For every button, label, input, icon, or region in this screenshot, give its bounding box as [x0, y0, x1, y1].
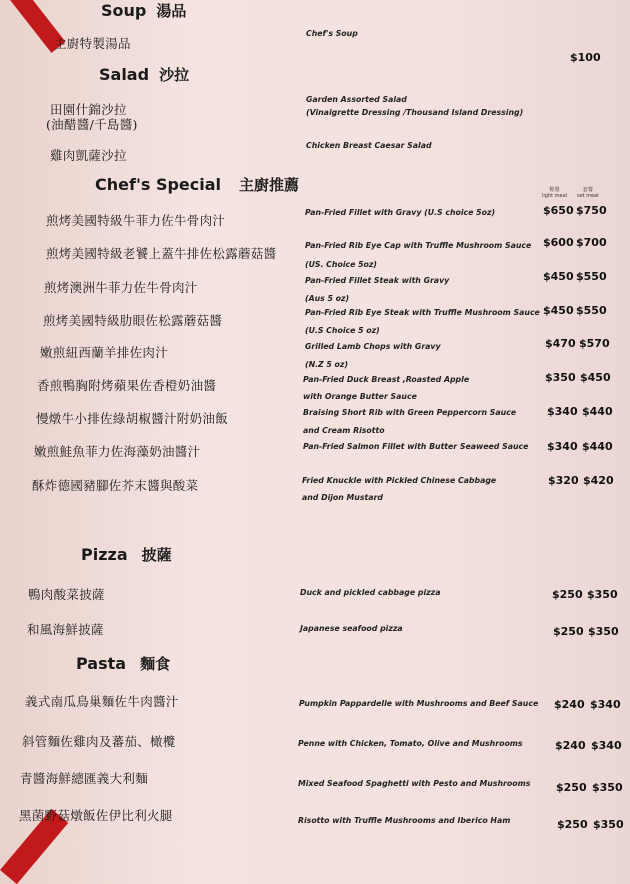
price-set-meal: $340	[591, 739, 622, 752]
price-set-meal: $700	[576, 236, 607, 249]
price-set-meal: $350	[587, 588, 618, 601]
price-set-meal: $440	[582, 440, 613, 453]
price-light-meal: $240	[554, 698, 585, 711]
price-set-meal: $450	[580, 371, 611, 384]
price-light-meal: $240	[555, 739, 586, 752]
menu-item-en: Pumpkin Pappardelle with Mushrooms and Beef Sauce	[299, 699, 539, 708]
price-set-meal: $440	[582, 405, 613, 418]
menu-item-zh: 煎烤美國特級肋眼佐松露蘑菇醬	[43, 313, 223, 328]
menu-item-en: Chicken Breast Caesar Salad	[306, 141, 432, 150]
menu-item-en: Mixed Seafood Spaghetti with Pesto and Mushrooms	[298, 779, 531, 788]
menu-item-zh: 斜管麵佐雞肉及蕃茄、橄欖	[22, 734, 176, 749]
menu-item-en-note: (U.S Choice 5 oz)	[305, 326, 380, 335]
price-light-meal: $250	[556, 781, 587, 794]
menu-item-en-note: (N.Z 5 oz)	[305, 360, 349, 369]
price-light-meal: $340	[547, 405, 578, 418]
price-light-meal: $650	[543, 204, 574, 217]
menu-item-zh: 青醬海鮮總匯義大利麵	[20, 771, 149, 786]
menu-item-en-note: with Orange Butter Sauce	[303, 392, 417, 401]
menu-item-zh: 煎烤澳洲牛菲力佐牛骨肉汁	[44, 280, 198, 295]
price-light-meal: $470	[545, 337, 576, 350]
menu-item-en: Pan-Fried Duck Breast ,Roasted Apple	[303, 375, 470, 384]
price-set-meal: $570	[579, 337, 610, 350]
price-light-meal: $450	[543, 304, 574, 317]
menu-item-en-note: (US. Choice 5oz)	[305, 260, 377, 269]
menu-item-en: Pan-Fried Fillet with Gravy (U.S choice 5oz)	[305, 208, 496, 217]
menu-item-zh: 煎烤美國特級老饕上蓋牛排佐松露蘑菇醬	[46, 246, 277, 261]
section-pizza-heading: Pizza 披薩	[81, 545, 172, 564]
menu-item-zh: 和風海鮮披薩	[27, 622, 104, 637]
menu-item-en: Fried Knuckle with Pickled Chinese Cabbage	[302, 476, 497, 485]
menu-item-en: Pan-Fried Rib Eye Steak with Truffle Mushroom Sauce	[305, 308, 540, 317]
menu-item-en-note: (Vinaigrette Dressing /Thousand Island Dressing)	[306, 108, 524, 117]
section-salad-heading: Salad 沙拉	[99, 65, 190, 84]
menu-item-zh: 鴨肉酸菜披薩	[28, 587, 105, 602]
menu-item-en: Risotto with Truffle Mushrooms and Iberico Ham	[298, 816, 511, 825]
price-light-meal: $450	[543, 270, 574, 283]
menu-item-zh: 酥炸德國豬腳佐芥末醬與酸菜	[32, 478, 199, 493]
menu-item-en: Braising Short Rib with Green Peppercorn Sauce	[303, 408, 517, 417]
section-pasta-heading: Pasta 麵食	[76, 654, 171, 673]
menu-item-en: Japanese seafood pizza	[300, 624, 403, 633]
menu-item-zh: 嫩煎紐西蘭羊排佐肉汁	[40, 345, 169, 360]
menu-item-en: Pan-Fried Fillet Steak with Gravy	[305, 276, 450, 285]
menu-item-zh: 嫩煎鮭魚菲力佐海藻奶油醬汁	[34, 444, 201, 459]
menu-item-en-note: (Aus 5 oz)	[305, 294, 350, 303]
menu-item-zh-note: (油醋醬/千島醬)	[46, 117, 138, 132]
price-light-meal: $350	[545, 371, 576, 384]
menu-item-zh: 黑菌野菇燉飯佐伊比利火腿	[19, 808, 173, 823]
menu-item-en: Pan-Fried Salmon Fillet with Butter Seaweed Sauce	[303, 442, 529, 451]
price-set-meal: $340	[590, 698, 621, 711]
price-light-meal: $320	[548, 474, 579, 487]
menu-item-en-note: and Dijon Mustard	[302, 493, 383, 502]
menu-item-en: Penne with Chicken, Tomato, Olive and Mushrooms	[298, 739, 523, 748]
price-light-meal: $340	[547, 440, 578, 453]
menu-item-zh: 慢燉牛小排佐綠胡椒醬汁附奶油飯	[36, 411, 229, 426]
menu-item-zh: 香煎鴨胸附烤蘋果佐香橙奶油醬	[37, 378, 217, 393]
section-soup-heading: Soup 湯品	[101, 1, 187, 20]
price-light-meal: $250	[557, 818, 588, 831]
menu-item-en: Grilled Lamb Chops with Gravy	[305, 342, 441, 351]
menu-item-zh: 雞肉凱薩沙拉	[50, 148, 127, 163]
menu-item-zh: 義式南瓜鳥巢麵佐牛肉醬汁	[25, 694, 179, 709]
menu-item-en: Chef's Soup	[306, 29, 358, 38]
section-chefs-special-heading: Chef's Special 主廚推薦	[95, 175, 300, 194]
price-set-meal: $350	[593, 818, 624, 831]
menu-item-price: $100	[570, 51, 601, 64]
column-header-set-meal: 套餐 set meal	[577, 187, 599, 199]
price-light-meal: $600	[543, 236, 574, 249]
menu-item-zh: 田園什錦沙拉	[50, 102, 127, 117]
menu-item-zh: 煎烤美國特級牛菲力佐牛骨肉汁	[46, 213, 226, 228]
menu-item-zh: 主廚特製湯品	[54, 36, 131, 51]
menu-item-en: Garden Assorted Salad	[306, 95, 407, 104]
price-light-meal: $250	[552, 588, 583, 601]
price-set-meal: $550	[576, 270, 607, 283]
menu-item-en: Pan-Fried Rib Eye Cap with Truffle Mushroom Sauce	[305, 241, 532, 250]
column-header-light-meal: 輕餐 light meal	[542, 187, 568, 199]
price-light-meal: $250	[553, 625, 584, 638]
menu-item-en: Duck and pickled cabbage pizza	[300, 588, 441, 597]
price-set-meal: $420	[583, 474, 614, 487]
price-set-meal: $550	[576, 304, 607, 317]
menu-item-en-note: and Cream Risotto	[303, 426, 385, 435]
price-set-meal: $350	[592, 781, 623, 794]
price-set-meal: $350	[588, 625, 619, 638]
price-set-meal: $750	[576, 204, 607, 217]
